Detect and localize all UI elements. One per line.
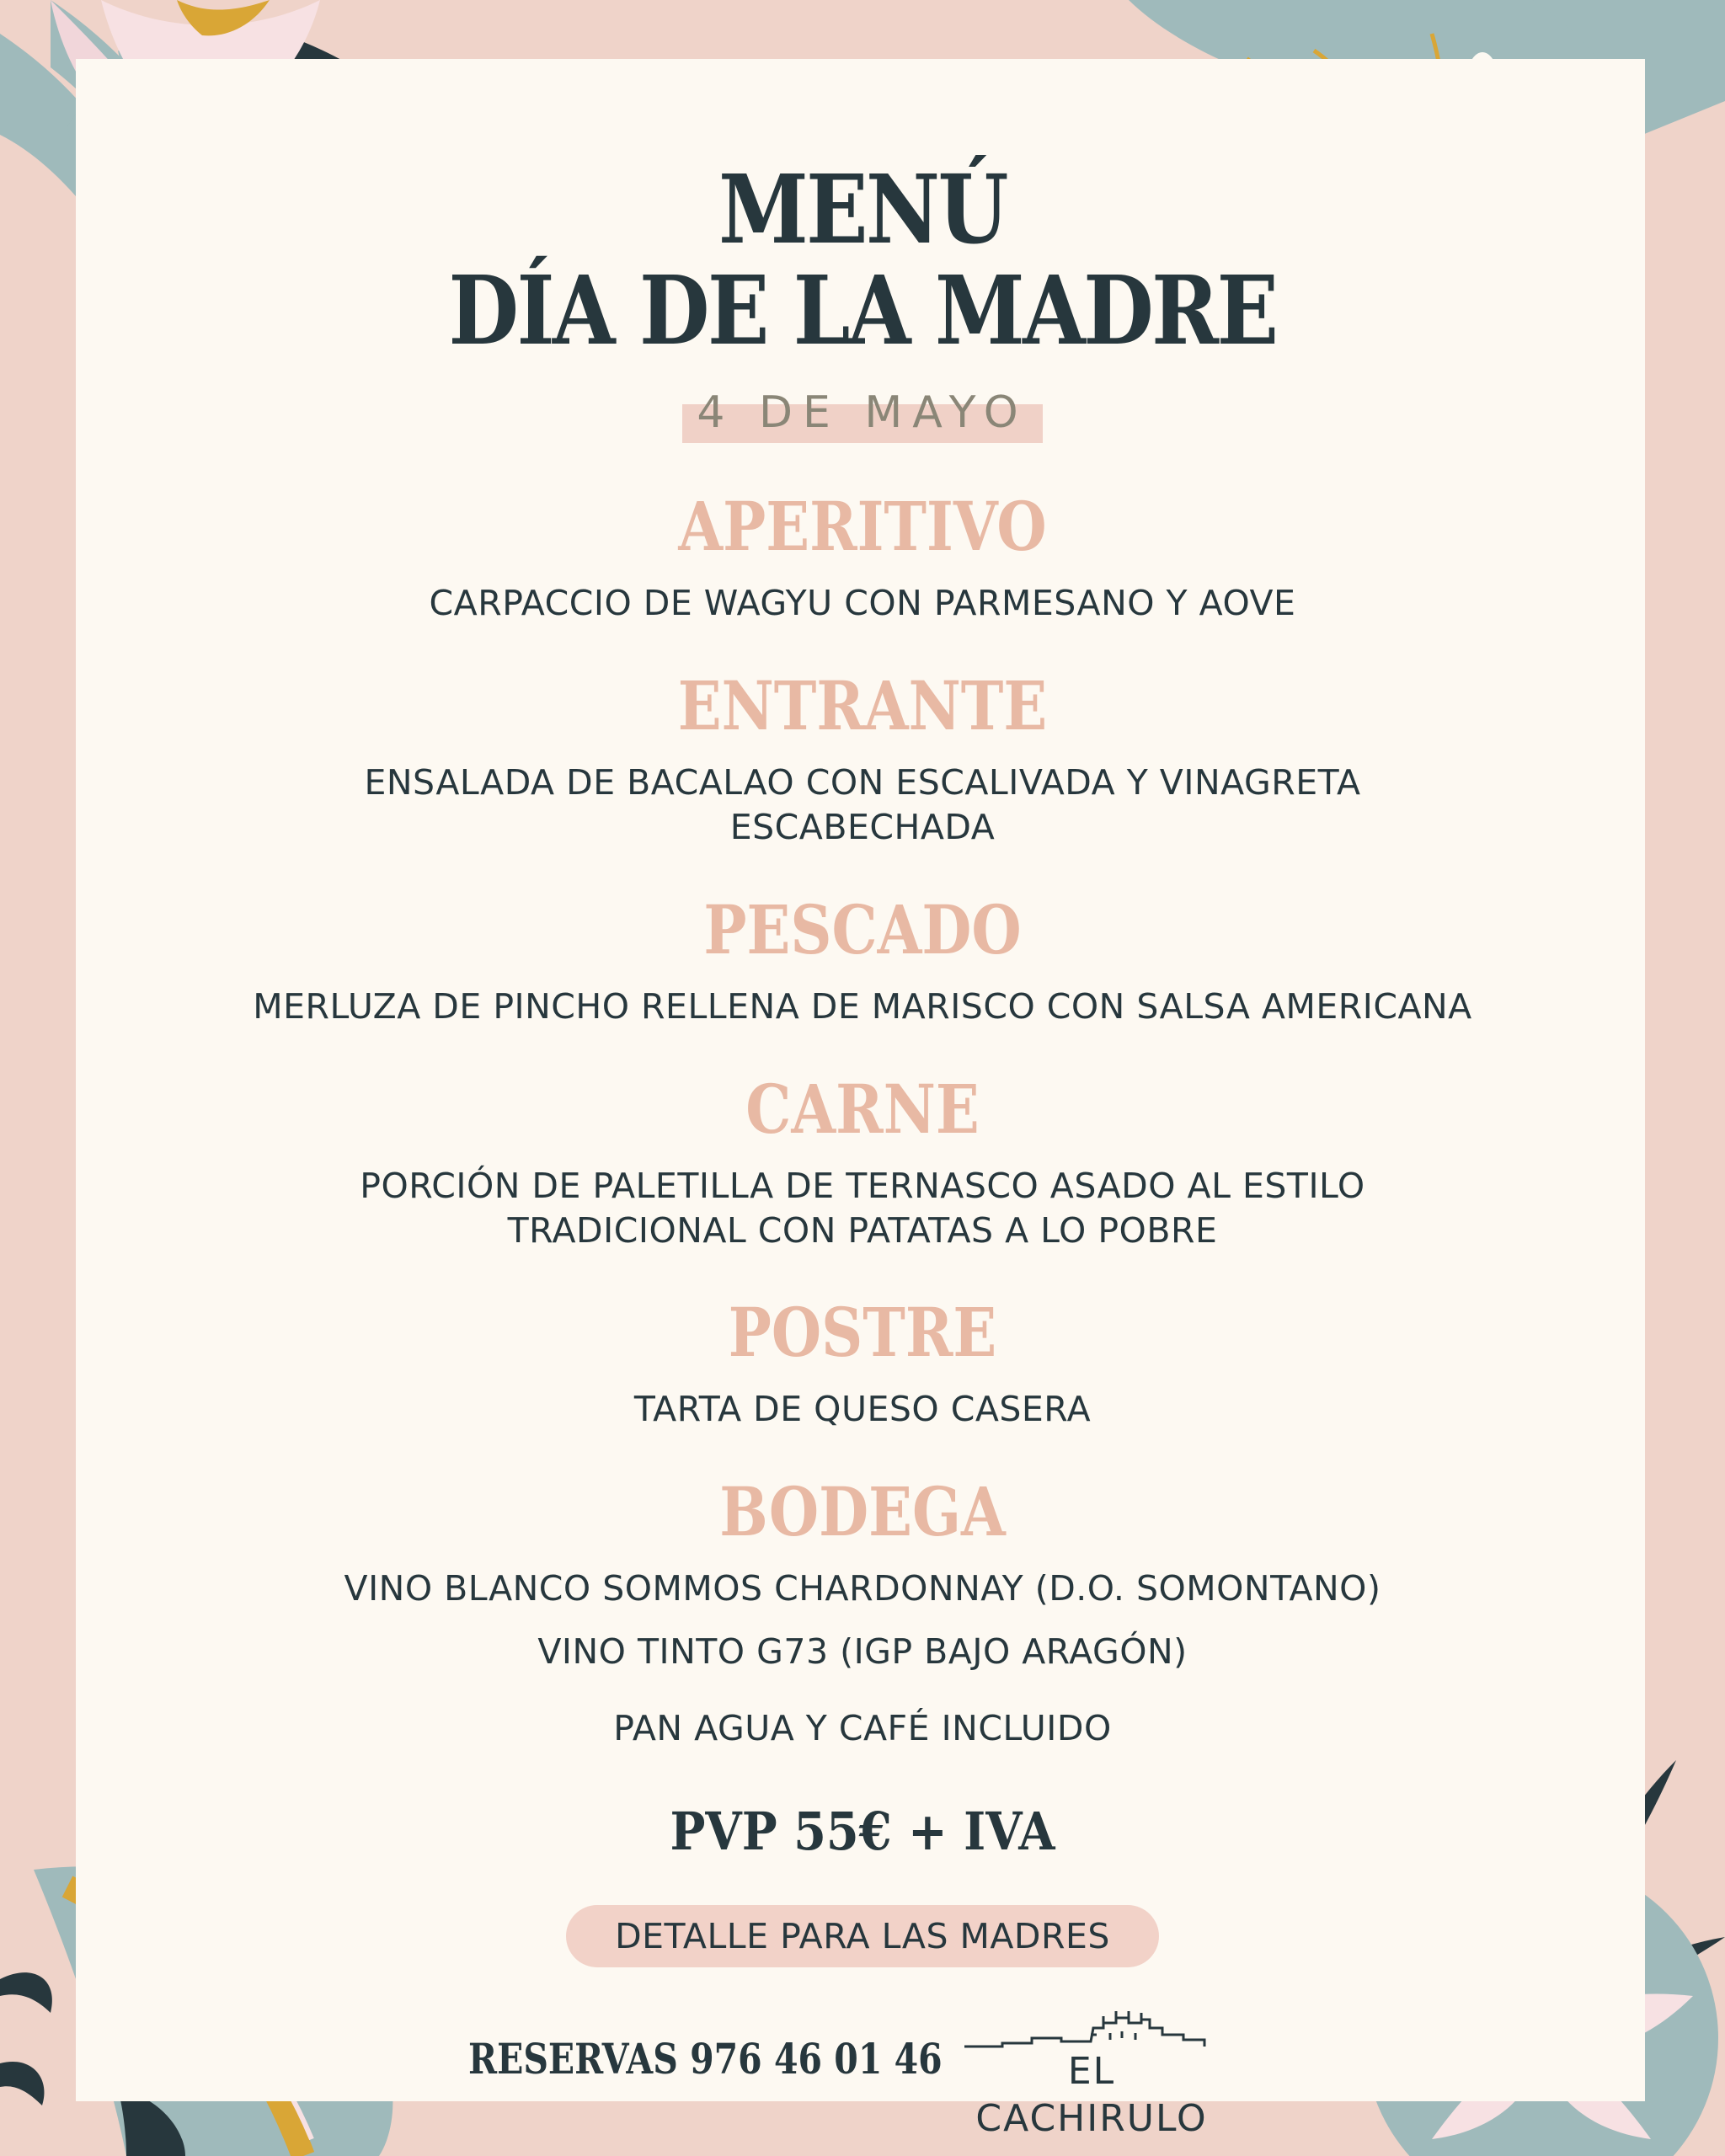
- dish-entrante-line1: ENSALADA DE BACALAO CON ESCALIVADA Y VINAGRETA: [364, 762, 1361, 803]
- gift-badge: [566, 1905, 1159, 1967]
- section-heading-pescado: PESCADO: [703, 890, 1022, 969]
- dish-carne-line1: PORCIÓN DE PALETILLA DE TERNASCO ASADO AL ESTILO: [360, 1166, 1365, 1206]
- event-date: 4 DE MAYO: [697, 387, 1028, 438]
- dish-carne-line2: TRADICIONAL CON PATATAS A LO POBRE: [507, 1210, 1218, 1251]
- dish-aperitivo: CARPACCIO DE WAGYU CON PARMESANO Y AOVE: [429, 583, 1296, 623]
- brand-logo: EL CACHIRULO: [975, 2050, 1208, 2140]
- section-heading-postre: POSTRE: [728, 1293, 997, 1372]
- gift-badge-label: DETALLE PARA LAS MADRES: [615, 1916, 1110, 1956]
- menu-title-line2: DÍA DE LA MADRE: [448, 256, 1277, 366]
- dish-pescado: MERLUZA DE PINCHO RELLENA DE MARISCO CON SALSA AMERICANA: [253, 986, 1472, 1027]
- dish-entrante-line2: ESCABECHADA: [729, 807, 996, 847]
- section-heading-aperitivo: APERITIVO: [678, 487, 1047, 566]
- menu-title-line1: MENÚ: [718, 155, 1007, 265]
- wine-white: VINO BLANCO SOMMOS CHARDONNAY (D.O. SOMONTANO): [344, 1568, 1381, 1609]
- included-items: PAN AGUA Y CAFÉ INCLUIDO: [613, 1708, 1112, 1748]
- wine-red: VINO TINTO G73 (IGP BAJO ARAGÓN): [537, 1631, 1188, 1672]
- dish-postre: TARTA DE QUESO CASERA: [633, 1389, 1092, 1429]
- reservations-phone: RESERVAS 976 46 01 46: [468, 2034, 943, 2084]
- menu-price: PVP 55€ + IVA: [670, 1801, 1055, 1862]
- section-heading-entrante: ENTRANTE: [677, 666, 1048, 745]
- section-heading-carne: CARNE: [745, 1070, 980, 1149]
- section-heading-bodega: BODEGA: [719, 1472, 1006, 1551]
